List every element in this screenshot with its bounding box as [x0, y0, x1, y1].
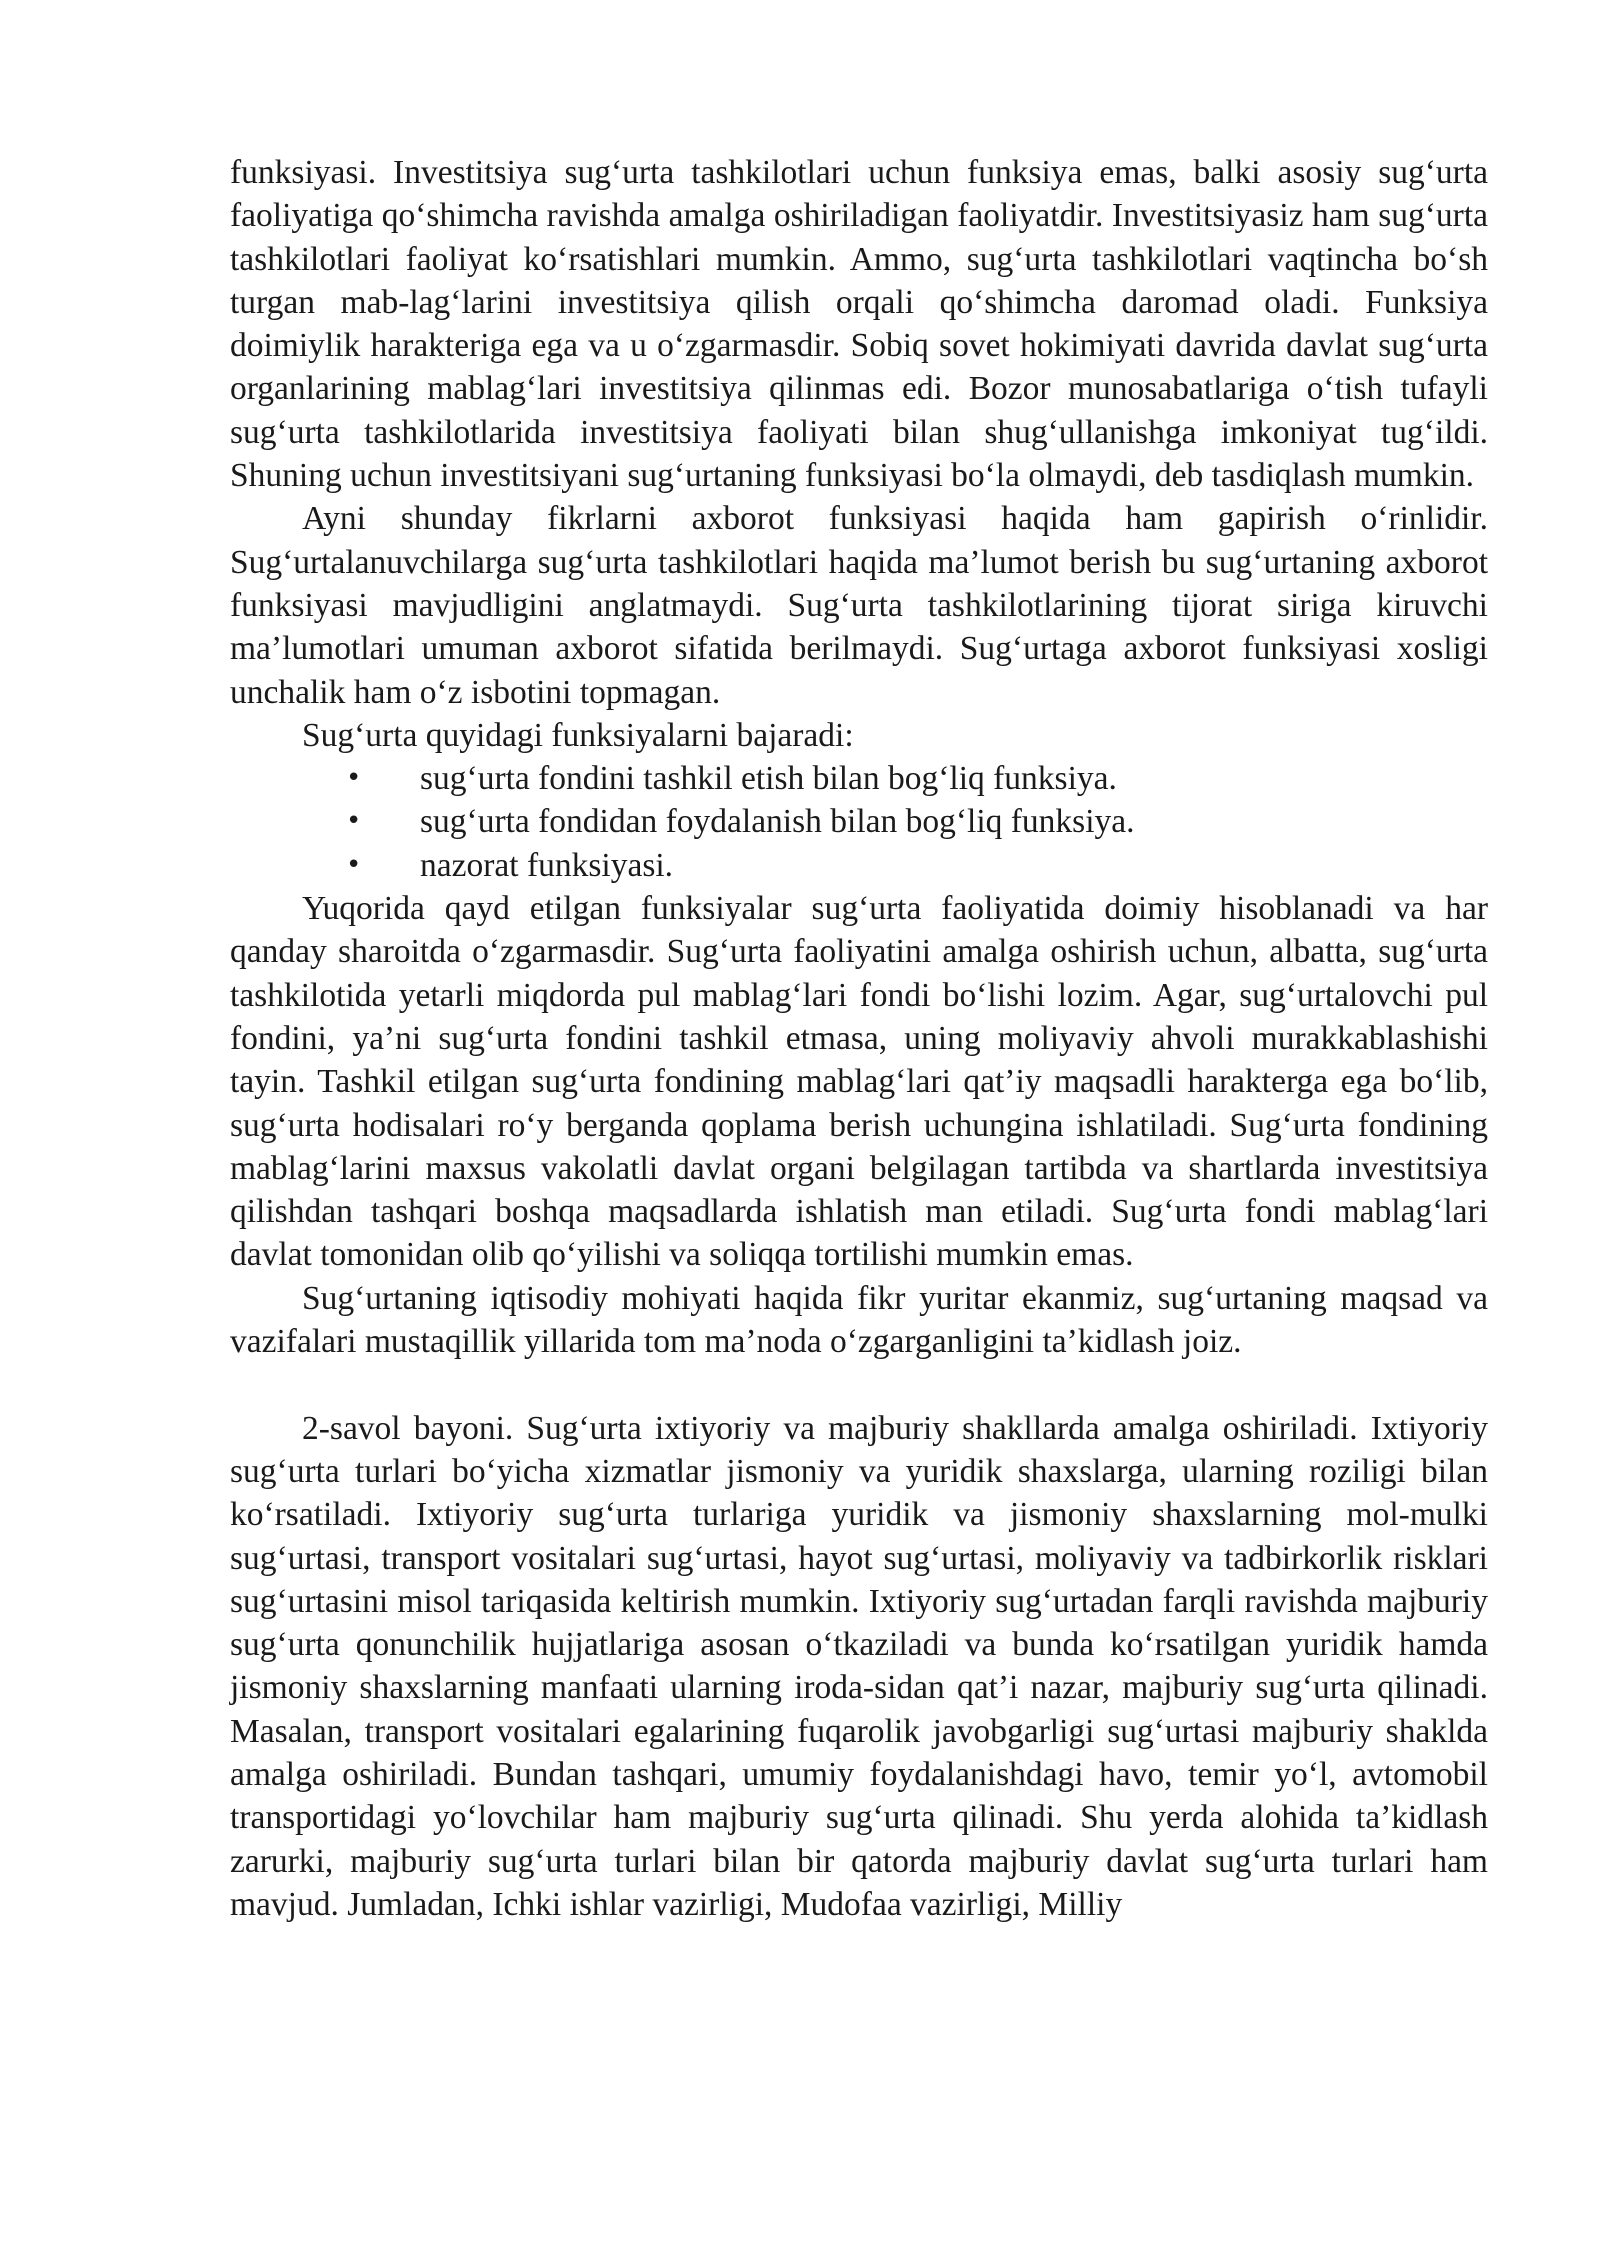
list-item	[230, 757, 1488, 800]
list-item-text: sug‘urta fondini tashkil etish bilan bog‘liq funksiya.	[420, 760, 1117, 798]
bullet-icon: •	[346, 763, 362, 794]
paragraph-insurance-fund: Yuqorida qayd etilgan funksiyalar sug‘urta faoliyatida doimiy hisoblanadi va har qanday sharoitda o‘zgarmasdir. Sug‘urta faoliyatini amalga oshirish uchun, albatta, sug‘urta tashkilotida yetarli miqdorda pul mablag‘lari fondi bo‘lishi lozim. Agar, sug‘urtalovchi pul fondini, ya’ni sug‘urta fondini tashkil etmasa, uning moliyaviy ahvoli murakkablashishi tayin. Tashkil etilgan sug‘urta fondining mablag‘lari qat’iy maqsadli harakterga ega bo‘lib, sug‘urta hodisalari ro‘y berganda qoplama berish uchungina ishlatiladi. Sug‘urta fondining mablag‘larini maxsus vakolatli davlat organi belgilagan tartibda va shartlarda investitsiya qilishdan tashqari boshqa maqsadlarda ishlatish man etiladi. Sug‘urta fondi mablag‘lari davlat tomonidan olib qo‘yilishi va soliqqa tortilishi mumkin emas.	[230, 890, 1488, 1274]
paragraph-functions-intro: Sug‘urta quyidagi funksiyalarni bajaradi:	[302, 716, 854, 754]
paragraph-information-function: Ayni shunday fikrlarni axborot funksiyasi haqida ham gapirish o‘rinlidir. Sug‘urtalanuvchilarga sug‘urta tashkilotlari haqida ma’lumot berish bu sug‘urtaning axborot funksiyasi mavjudligini anglatmaydi. Sug‘urta tashkilotlarining tijorat siriga kiruvchi ma’lumotlari umuman axborot sifatida berilmaydi. Sug‘urtaga axborot funksiyasi xosligi unchalik ham o‘z isbotini topmagan.	[230, 500, 1488, 711]
list-item	[230, 800, 1488, 843]
list-item-text: sug‘urta fondidan foydalanish bilan bog‘liq funksiya.	[420, 803, 1135, 841]
paragraph-economic-essence: Sug‘urtaning iqtisodiy mohiyati haqida fikr yuritar ekanmiz, sug‘urtaning maqsad va vazifalari mustaqillik yillarida tom ma’noda o‘zgarganligini ta’kidlash joiz.	[230, 1279, 1488, 1361]
bullet-icon: •	[346, 806, 362, 837]
functions-list	[230, 757, 1488, 887]
list-item	[230, 844, 1488, 887]
document-body	[230, 151, 1488, 1926]
paragraph-investment-function: funksiyasi. Investitsiya sug‘urta tashkilotlari uchun funksiya emas, balki asosiy sug‘urta faoliyatiga qo‘shimcha ravishda amalga oshiriladigan faoliyatdir. Investitsiyasiz ham sug‘urta tashkilotlari faoliyat ko‘rsatishlari mumkin. Ammo, sug‘urta tashkilotlari vaqtincha bo‘sh turgan mab-lag‘larini investitsiya qilish orqali qo‘shimcha daromad oladi. Funksiya doimiylik harakteriga ega va u o‘zgarmasdir. Sobiq sovet hokimiyati davrida davlat sug‘urta organlarining mablag‘lari investitsiya qilinmas edi. Bozor munosabatlariga o‘tish tufayli sug‘urta tashkilotlarida investitsiya faoliyati bilan shug‘ullanishga imkoniyat tug‘ildi. Shuning uchun investitsiyani sug‘urtaning funksiyasi bo‘la olmaydi, deb tasdiqlash mumkin.	[230, 154, 1488, 495]
list-item-text: nazorat funksiyasi.	[420, 846, 674, 884]
bullet-icon: •	[346, 849, 362, 880]
paragraph-question-2: 2-savol bayoni. Sug‘urta ixtiyoriy va majburiy shakllarda amalga oshiriladi. Ixtiyoriy sug‘urta turlari bo‘yicha xizmatlar jismoniy va yuridik shaxslarga, ularning roziligi bilan ko‘rsatiladi. Ixtiyoriy sug‘urta turlariga yuridik va jismoniy shaxslarning mol-mulki sug‘urtasi, transport vositalari sug‘urtasi, hayot sug‘urtasi, moliyaviy va tadbirkorlik risklari sug‘urtasini misol tariqasida keltirish mumkin. Ixtiyoriy sug‘urtadan farqli ravishda majburiy sug‘urta qonunchilik hujjatlariga asosan o‘tkaziladi va bunda ko‘rsatilgan yuridik hamda jismoniy shaxslarning manfaati ularning iroda-sidan qat’i nazar, majburiy sug‘urta qilinadi. Masalan, transport vositalari egalarining fuqarolik javobgarligi sug‘urtasi majburiy shaklda amalga oshiriladi. Bundan tashqari, umumiy foydalanishdagi havo, temir yo‘l, avtomobil transportidagi yo‘lovchilar ham majburiy sug‘urta qilinadi. Shu yerda alohida ta’kidlash zarurki, majburiy sug‘urta turlari bilan bir qatorda majburiy davlat sug‘urta turlari ham mavjud. Jumladan, Ichki ishlar vazirligi, Mudofaa vazirligi, Milliy	[230, 1409, 1488, 1923]
paragraph-spacer	[230, 1363, 1488, 1406]
